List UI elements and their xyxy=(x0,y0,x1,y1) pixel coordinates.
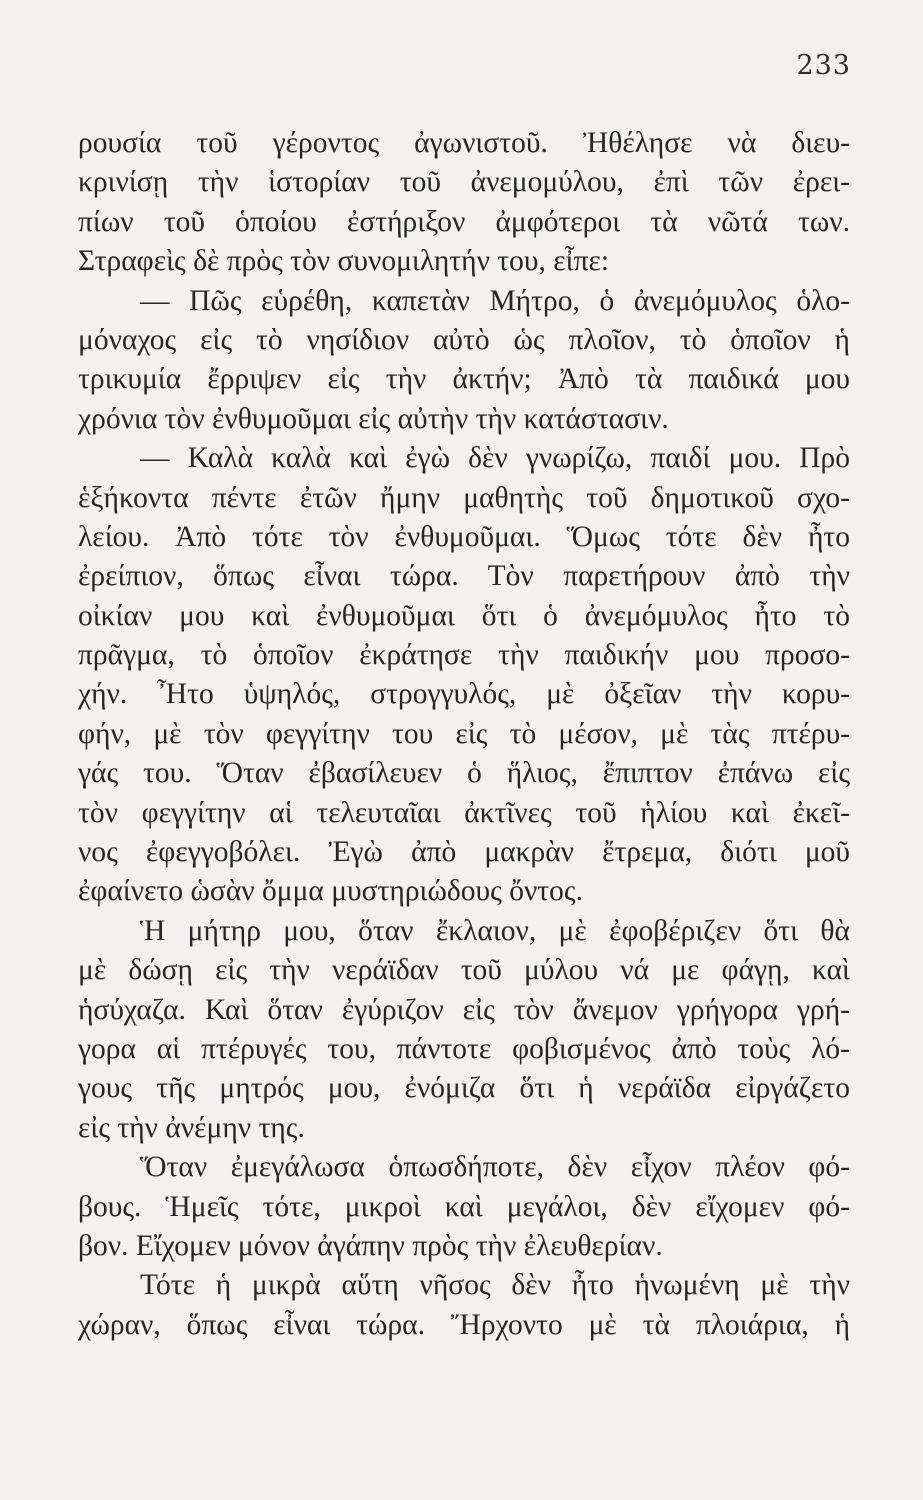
text-line: χρόνια τὸν ἐνθυμοῦμαι εἰς αὐτὴν τὴν κατάστασιν. xyxy=(78,402,669,435)
text-line: ἡσύχαζα. Καὶ ὅταν ἐγύριζον εἰς τὸν ἄνεμον γρήγορα γρή- xyxy=(78,993,850,1026)
text-line: χήν. Ἦτο ὑψηλός, στρογγυλός, μὲ ὀξεῖαν τὴν κορυ- xyxy=(78,678,850,711)
text-line: πρᾶγμα, τὸ ὁποῖον ἐκράτησε τὴν παιδικήν μου προσο- xyxy=(78,639,850,672)
text-line: φήν, μὲ τὸν φεγγίτην του εἰς τὸ μέσον, μὲ τὰς πτέρυ- xyxy=(78,717,850,750)
text-line: — Πῶς εὑρέθη, καπετὰν Μήτρο, ὁ ἀνεμόμυλος ὁλο- xyxy=(140,284,850,317)
text-line: — Καλὰ καλὰ καὶ ἐγὼ δὲν γνωρίζω, παιδί μου. Πρὸ xyxy=(140,442,850,475)
text-line: Ὅταν ἐμεγάλωσα ὁπωσδήποτε, δὲν εἶχον πλέον φό- xyxy=(140,1151,850,1184)
text-line: νος ἐφεγγοβόλει. Ἐγὼ ἀπὸ μακρὰν ἔτρεμα, διότι μοῦ xyxy=(78,836,850,869)
text-line: ἑξήκοντα πέντε ἐτῶν ἤμην μαθητὴς τοῦ δημοτικοῦ σχο- xyxy=(78,481,850,514)
paragraph xyxy=(78,1148,850,1266)
paragraph xyxy=(78,912,850,1148)
text-line: μὲ δώσῃ εἰς τὴν νεράϊδαν τοῦ μύλου νά με φάγῃ, καὶ xyxy=(78,954,850,987)
paragraph xyxy=(78,1266,850,1345)
text-line: εἰς τὴν ἀνέμην της. xyxy=(78,1111,305,1144)
text-line: βους. Ἡμεῖς τότε, μικροὶ καὶ μεγάλοι, δὲν εἴχομεν φό- xyxy=(78,1190,850,1223)
text-line: Τότε ἡ μικρὰ αὕτη νῆσος δὲν ἦτο ἡνωμένη μὲ τὴν xyxy=(140,1269,850,1302)
text-line: γάς του. Ὅταν ἐβασίλευεν ὁ ἥλιος, ἔπιπτον ἐπάνω εἰς xyxy=(78,757,850,790)
text-line: πίων τοῦ ὁποίου ἐστήριξον ἀμφότεροι τὰ νῶτά των. xyxy=(78,205,850,238)
paragraph xyxy=(78,124,850,282)
text-line: γορα αἱ πτέρυγές του, πάντοτε φοβισμένος ἀπὸ τοὺς λό- xyxy=(78,1032,850,1065)
paragraph xyxy=(78,282,850,440)
text-line: λείου. Ἀπὸ τότε τὸν ἐνθυμοῦμαι. Ὅμως τότε δὲν ἦτο xyxy=(78,520,850,553)
text-line: ἐφαίνετο ὡσὰν ὄμμα μυστηριώδους ὄντος. xyxy=(78,875,583,908)
text-line: βον. Εἴχομεν μόνον ἀγάπην πρὸς τὴν ἐλευθερίαν. xyxy=(78,1229,663,1262)
page-number: 233 xyxy=(796,50,851,81)
text-line: τρικυμία ἔρριψεν εἰς τὴν ἀκτήν; Ἀπὸ τὰ παιδικά μου xyxy=(78,363,850,396)
text-line: χώραν, ὅπως εἶναι τώρα. Ἤρχοντο μὲ τὰ πλοιάρια, ἡ xyxy=(78,1308,850,1341)
body-text xyxy=(78,124,850,1345)
text-line: Ἡ μήτηρ μου, ὅταν ἔκλαιον, μὲ ἐφοβέριζεν ὅτι θὰ xyxy=(140,914,850,947)
text-line: ρουσία τοῦ γέροντος ἀγωνιστοῦ. Ἠθέλησε νὰ διευ- xyxy=(78,127,850,159)
text-line: ἐρείπιον, ὅπως εἶναι τώρα. Τὸν παρετήρουν ἀπὸ τὴν xyxy=(78,560,850,593)
paragraph xyxy=(78,439,850,912)
text-line: γους τῆς μητρός μου, ἐνόμιζα ὅτι ἡ νεράϊδα εἰργάζετο xyxy=(78,1072,850,1105)
text-line: τὸν φεγγίτην αἱ τελευταῖαι ἀκτῖνες τοῦ ἡλίου καὶ ἐκεῖ- xyxy=(78,796,850,829)
text-line: μόναχος εἰς τὸ νησίδιον αὐτὸ ὡς πλοῖον, τὸ ὁποῖον ἡ xyxy=(78,323,850,356)
text-line: Στραφεὶς δὲ πρὸς τὸν συνομιλητήν του, εἶπε: xyxy=(78,245,610,278)
text-line: οἰκίαν μου καὶ ἐνθυμοῦμαι ὅτι ὁ ἀνεμόμυλος ἦτο τὸ xyxy=(78,599,850,632)
text-line: κρινίσῃ τὴν ἱστορίαν τοῦ ἀνεμομύλου, ἐπὶ τῶν ἐρει- xyxy=(78,166,850,199)
